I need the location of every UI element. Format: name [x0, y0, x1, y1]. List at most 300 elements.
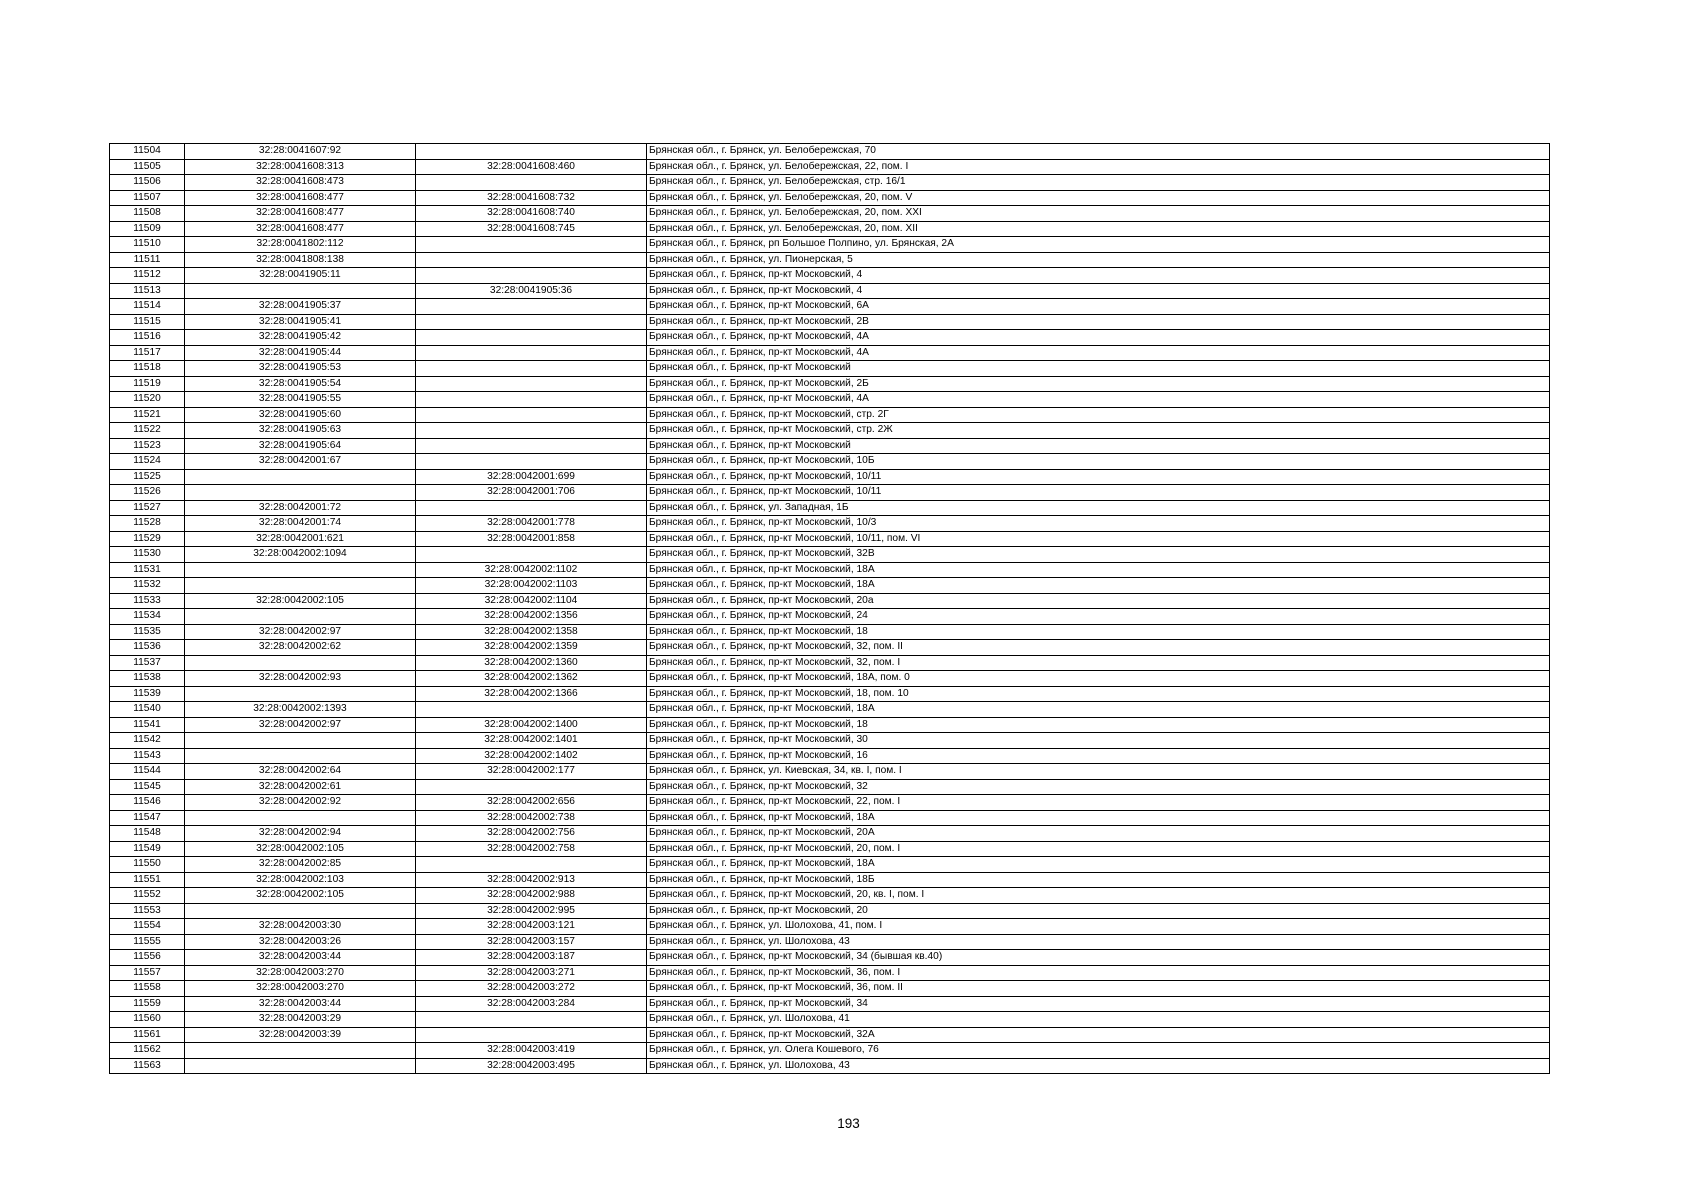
object-number-cell: [416, 237, 647, 253]
object-number-cell: [416, 1012, 647, 1028]
parcel-number-cell: 32:28:0042002:97: [185, 624, 416, 640]
table-row: [110, 531, 1550, 547]
object-number-cell: 32:28:0042002:1402: [416, 748, 647, 764]
table-row: [110, 190, 1550, 206]
table-row: [110, 981, 1550, 997]
object-number-cell: 32:28:0041608:732: [416, 190, 647, 206]
address-cell: Брянская обл., г. Брянск, пр-кт Московский, 4А: [647, 330, 1550, 346]
table-row: [110, 779, 1550, 795]
object-number-cell: 32:28:0042002:1356: [416, 609, 647, 625]
parcel-number-cell: 32:28:0041905:11: [185, 268, 416, 284]
row-number-cell: 11562: [110, 1043, 185, 1059]
address-cell: Брянская обл., г. Брянск, пр-кт Московский, 18Б: [647, 872, 1550, 888]
row-number-cell: 11534: [110, 609, 185, 625]
address-cell: Брянская обл., г. Брянск, пр-кт Московский, 4: [647, 268, 1550, 284]
row-number-cell: 11525: [110, 469, 185, 485]
address-cell: Брянская обл., г. Брянск, пр-кт Московский, 20, пом. I: [647, 841, 1550, 857]
object-number-cell: 32:28:0041608:740: [416, 206, 647, 222]
parcel-number-cell: [185, 686, 416, 702]
object-number-cell: 32:28:0042001:778: [416, 516, 647, 532]
object-number-cell: 32:28:0042003:419: [416, 1043, 647, 1059]
table-row: [110, 252, 1550, 268]
object-number-cell: [416, 407, 647, 423]
row-number-cell: 11509: [110, 221, 185, 237]
address-cell: Брянская обл., г. Брянск, ул. Белобережская, 70: [647, 144, 1550, 160]
address-cell: Брянская обл., г. Брянск, пр-кт Московский, 34: [647, 996, 1550, 1012]
table-row: [110, 516, 1550, 532]
object-number-cell: 32:28:0042003:271: [416, 965, 647, 981]
object-number-cell: 32:28:0042003:284: [416, 996, 647, 1012]
row-number-cell: 11533: [110, 593, 185, 609]
object-number-cell: 32:28:0042002:738: [416, 810, 647, 826]
address-cell: Брянская обл., г. Брянск, ул. Белобережская, 22, пом. I: [647, 159, 1550, 175]
parcel-number-cell: 32:28:0041802:112: [185, 237, 416, 253]
row-number-cell: 11522: [110, 423, 185, 439]
parcel-number-cell: 32:28:0042002:64: [185, 764, 416, 780]
parcel-number-cell: 32:28:0041608:477: [185, 206, 416, 222]
table-row: [110, 376, 1550, 392]
table-row: [110, 1058, 1550, 1074]
address-cell: Брянская обл., г. Брянск, пр-кт Московский, 34 (бывшая кв.40): [647, 950, 1550, 966]
address-cell: Брянская обл., г. Брянск, ул. Шолохова, 43: [647, 934, 1550, 950]
table-row: [110, 159, 1550, 175]
parcel-number-cell: 32:28:0041608:477: [185, 221, 416, 237]
object-number-cell: [416, 144, 647, 160]
address-cell: Брянская обл., г. Брянск, ул. Белобережская, 20, пом. XII: [647, 221, 1550, 237]
parcel-number-cell: 32:28:0042002:105: [185, 888, 416, 904]
row-number-cell: 11541: [110, 717, 185, 733]
parcel-number-cell: 32:28:0041905:63: [185, 423, 416, 439]
address-cell: Брянская обл., г. Брянск, ул. Шолохова, 41, пом. I: [647, 919, 1550, 935]
table-row: [110, 888, 1550, 904]
parcel-number-cell: 32:28:0041608:473: [185, 175, 416, 191]
table-row: [110, 454, 1550, 470]
parcel-number-cell: [185, 562, 416, 578]
parcel-number-cell: 32:28:0041905:37: [185, 299, 416, 315]
object-number-cell: 32:28:0042002:995: [416, 903, 647, 919]
parcel-number-cell: 32:28:0042003:44: [185, 950, 416, 966]
address-cell: Брянская обл., г. Брянск, пр-кт Московский, 10/3: [647, 516, 1550, 532]
object-number-cell: 32:28:0042001:706: [416, 485, 647, 501]
address-cell: Брянская обл., г. Брянск, ул. Шолохова, 43: [647, 1058, 1550, 1074]
object-number-cell: 32:28:0041905:36: [416, 283, 647, 299]
parcel-number-cell: 32:28:0042003:30: [185, 919, 416, 935]
table-row: [110, 283, 1550, 299]
table-row: [110, 872, 1550, 888]
address-cell: Брянская обл., г. Брянск, пр-кт Московский, 22, пом. I: [647, 795, 1550, 811]
object-number-cell: 32:28:0042003:187: [416, 950, 647, 966]
parcel-number-cell: 32:28:0042001:621: [185, 531, 416, 547]
object-number-cell: 32:28:0042003:495: [416, 1058, 647, 1074]
address-cell: Брянская обл., г. Брянск, пр-кт Московский, 18А: [647, 857, 1550, 873]
row-number-cell: 11517: [110, 345, 185, 361]
object-number-cell: 32:28:0041608:745: [416, 221, 647, 237]
table-row: [110, 934, 1550, 950]
object-number-cell: 32:28:0042002:1401: [416, 733, 647, 749]
table-row: [110, 438, 1550, 454]
address-cell: Брянская обл., г. Брянск, пр-кт Московский, 18А, пом. 0: [647, 671, 1550, 687]
row-number-cell: 11512: [110, 268, 185, 284]
parcel-number-cell: 32:28:0041608:313: [185, 159, 416, 175]
object-number-cell: [416, 299, 647, 315]
row-number-cell: 11551: [110, 872, 185, 888]
row-number-cell: 11537: [110, 655, 185, 671]
address-cell: Брянская обл., г. Брянск, пр-кт Московский, 18, пом. 10: [647, 686, 1550, 702]
row-number-cell: 11532: [110, 578, 185, 594]
row-number-cell: 11530: [110, 547, 185, 563]
address-cell: Брянская обл., г. Брянск, пр-кт Московский, 18А: [647, 562, 1550, 578]
table-row: [110, 919, 1550, 935]
address-cell: Брянская обл., г. Брянск, ул. Киевская, 34, кв. I, пом. I: [647, 764, 1550, 780]
address-cell: Брянская обл., г. Брянск, пр-кт Московский, 20А: [647, 826, 1550, 842]
table-row: [110, 748, 1550, 764]
table-row: [110, 965, 1550, 981]
object-number-cell: 32:28:0042002:756: [416, 826, 647, 842]
row-number-cell: 11510: [110, 237, 185, 253]
address-cell: Брянская обл., г. Брянск, пр-кт Московский, 20а: [647, 593, 1550, 609]
row-number-cell: 11504: [110, 144, 185, 160]
row-number-cell: 11539: [110, 686, 185, 702]
address-cell: Брянская обл., г. Брянск, ул. Западная, 1Б: [647, 500, 1550, 516]
table-row: [110, 1027, 1550, 1043]
address-cell: Брянская обл., г. Брянск, пр-кт Московский, 4А: [647, 392, 1550, 408]
object-number-cell: [416, 1027, 647, 1043]
table-row: [110, 764, 1550, 780]
object-number-cell: [416, 423, 647, 439]
row-number-cell: 11553: [110, 903, 185, 919]
row-number-cell: 11523: [110, 438, 185, 454]
row-number-cell: 11514: [110, 299, 185, 315]
object-number-cell: [416, 376, 647, 392]
parcel-number-cell: 32:28:0042002:105: [185, 593, 416, 609]
row-number-cell: 11527: [110, 500, 185, 516]
object-number-cell: 32:28:0042002:758: [416, 841, 647, 857]
table-row: [110, 345, 1550, 361]
row-number-cell: 11531: [110, 562, 185, 578]
row-number-cell: 11526: [110, 485, 185, 501]
object-number-cell: [416, 361, 647, 377]
row-number-cell: 11508: [110, 206, 185, 222]
table-row: [110, 547, 1550, 563]
address-cell: Брянская обл., г. Брянск, ул. Олега Кошевого, 76: [647, 1043, 1550, 1059]
row-number-cell: 11524: [110, 454, 185, 470]
object-number-cell: [416, 268, 647, 284]
table-row: [110, 144, 1550, 160]
table-row: [110, 392, 1550, 408]
parcel-number-cell: [185, 485, 416, 501]
object-number-cell: 32:28:0041608:460: [416, 159, 647, 175]
address-cell: Брянская обл., г. Брянск, пр-кт Московский, 18А: [647, 810, 1550, 826]
table-row: [110, 500, 1550, 516]
object-number-cell: 32:28:0042002:1103: [416, 578, 647, 594]
table-row: [110, 640, 1550, 656]
parcel-number-cell: 32:28:0041607:92: [185, 144, 416, 160]
table-row: [110, 175, 1550, 191]
address-cell: Брянская обл., г. Брянск, пр-кт Московский, 4: [647, 283, 1550, 299]
address-cell: Брянская обл., г. Брянск, пр-кт Московский, 6А: [647, 299, 1550, 315]
parcel-number-cell: 32:28:0042001:72: [185, 500, 416, 516]
address-cell: Брянская обл., г. Брянск, пр-кт Московский, 20, кв. I, пом. I: [647, 888, 1550, 904]
object-number-cell: 32:28:0042003:121: [416, 919, 647, 935]
address-cell: Брянская обл., г. Брянск, пр-кт Московский: [647, 361, 1550, 377]
parcel-number-cell: [185, 655, 416, 671]
address-cell: Брянская обл., г. Брянск, пр-кт Московский, стр. 2Ж: [647, 423, 1550, 439]
parcel-number-cell: 32:28:0041905:41: [185, 314, 416, 330]
table-row: [110, 469, 1550, 485]
address-cell: Брянская обл., г. Брянск, пр-кт Московский, 36, пом. II: [647, 981, 1550, 997]
row-number-cell: 11558: [110, 981, 185, 997]
row-number-cell: 11538: [110, 671, 185, 687]
address-cell: Брянская обл., г. Брянск, пр-кт Московский, 10/11: [647, 485, 1550, 501]
row-number-cell: 11519: [110, 376, 185, 392]
table-row: [110, 314, 1550, 330]
parcel-number-cell: 32:28:0042003:44: [185, 996, 416, 1012]
address-cell: Брянская обл., г. Брянск, пр-кт Московский, 30: [647, 733, 1550, 749]
row-number-cell: 11506: [110, 175, 185, 191]
table-row: [110, 562, 1550, 578]
row-number-cell: 11555: [110, 934, 185, 950]
object-number-cell: [416, 175, 647, 191]
table-row: [110, 609, 1550, 625]
table-row: [110, 299, 1550, 315]
parcel-number-cell: 32:28:0041905:53: [185, 361, 416, 377]
parcel-number-cell: 32:28:0042002:1094: [185, 547, 416, 563]
object-number-cell: 32:28:0042001:699: [416, 469, 647, 485]
object-number-cell: [416, 330, 647, 346]
object-number-cell: 32:28:0042003:272: [416, 981, 647, 997]
row-number-cell: 11560: [110, 1012, 185, 1028]
row-number-cell: 11507: [110, 190, 185, 206]
object-number-cell: 32:28:0042002:1366: [416, 686, 647, 702]
object-number-cell: [416, 857, 647, 873]
address-cell: Брянская обл., г. Брянск, пр-кт Московский, 10/11: [647, 469, 1550, 485]
parcel-number-cell: 32:28:0042002:94: [185, 826, 416, 842]
address-cell: Брянская обл., г. Брянск, рп Большое Полпино, ул. Брянская, 2А: [647, 237, 1550, 253]
parcel-number-cell: [185, 578, 416, 594]
parcel-number-cell: 32:28:0042002:1393: [185, 702, 416, 718]
object-number-cell: 32:28:0042002:1362: [416, 671, 647, 687]
object-number-cell: 32:28:0042002:988: [416, 888, 647, 904]
parcel-number-cell: 32:28:0042002:97: [185, 717, 416, 733]
object-number-cell: [416, 500, 647, 516]
row-number-cell: 11513: [110, 283, 185, 299]
table-row: [110, 655, 1550, 671]
row-number-cell: 11518: [110, 361, 185, 377]
object-number-cell: [416, 314, 647, 330]
parcel-number-cell: 32:28:0042001:74: [185, 516, 416, 532]
row-number-cell: 11505: [110, 159, 185, 175]
address-cell: Брянская обл., г. Брянск, пр-кт Московский, 18А: [647, 702, 1550, 718]
address-cell: Брянская обл., г. Брянск, пр-кт Московский, 16: [647, 748, 1550, 764]
address-cell: Брянская обл., г. Брянск, пр-кт Московский, 32В: [647, 547, 1550, 563]
address-cell: Брянская обл., г. Брянск, пр-кт Московский, стр. 2Г: [647, 407, 1550, 423]
table-row: [110, 237, 1550, 253]
row-number-cell: 11515: [110, 314, 185, 330]
parcel-number-cell: [185, 283, 416, 299]
parcel-number-cell: [185, 1043, 416, 1059]
row-number-cell: 11559: [110, 996, 185, 1012]
address-cell: Брянская обл., г. Брянск, пр-кт Московский, 32, пом. I: [647, 655, 1550, 671]
object-number-cell: 32:28:0042002:1400: [416, 717, 647, 733]
parcel-number-cell: 32:28:0042003:270: [185, 981, 416, 997]
parcel-number-cell: 32:28:0042002:85: [185, 857, 416, 873]
row-number-cell: 11516: [110, 330, 185, 346]
object-number-cell: 32:28:0042002:1102: [416, 562, 647, 578]
object-number-cell: 32:28:0042002:1360: [416, 655, 647, 671]
parcel-number-cell: 32:28:0042002:103: [185, 872, 416, 888]
object-number-cell: 32:28:0042003:157: [416, 934, 647, 950]
object-number-cell: [416, 779, 647, 795]
row-number-cell: 11545: [110, 779, 185, 795]
table-row: [110, 702, 1550, 718]
table-row: [110, 578, 1550, 594]
object-number-cell: [416, 547, 647, 563]
row-number-cell: 11557: [110, 965, 185, 981]
parcel-number-cell: [185, 903, 416, 919]
parcel-number-cell: 32:28:0042001:67: [185, 454, 416, 470]
address-cell: Брянская обл., г. Брянск, пр-кт Московский, 24: [647, 609, 1550, 625]
table-row: [110, 733, 1550, 749]
address-cell: Брянская обл., г. Брянск, ул. Пионерская, 5: [647, 252, 1550, 268]
table-row: [110, 686, 1550, 702]
row-number-cell: 11561: [110, 1027, 185, 1043]
row-number-cell: 11556: [110, 950, 185, 966]
row-number-cell: 11549: [110, 841, 185, 857]
parcel-number-cell: 32:28:0041808:138: [185, 252, 416, 268]
parcel-number-cell: 32:28:0042002:61: [185, 779, 416, 795]
table-row: [110, 330, 1550, 346]
table-row: [110, 593, 1550, 609]
table-row: [110, 206, 1550, 222]
table-row: [110, 1043, 1550, 1059]
row-number-cell: 11546: [110, 795, 185, 811]
address-cell: Брянская обл., г. Брянск, пр-кт Московский, 10Б: [647, 454, 1550, 470]
parcel-number-cell: 32:28:0041905:55: [185, 392, 416, 408]
object-number-cell: 32:28:0042002:177: [416, 764, 647, 780]
table-row: [110, 361, 1550, 377]
table-row: [110, 268, 1550, 284]
parcel-number-cell: [185, 733, 416, 749]
address-cell: Брянская обл., г. Брянск, пр-кт Московский, 32: [647, 779, 1550, 795]
address-cell: Брянская обл., г. Брянск, пр-кт Московский, 4А: [647, 345, 1550, 361]
parcel-number-cell: [185, 748, 416, 764]
parcel-number-cell: 32:28:0042002:105: [185, 841, 416, 857]
row-number-cell: 11535: [110, 624, 185, 640]
address-cell: Брянская обл., г. Брянск, пр-кт Московский, 20: [647, 903, 1550, 919]
parcel-number-cell: [185, 810, 416, 826]
address-cell: Брянская обл., г. Брянск, пр-кт Московский, 2В: [647, 314, 1550, 330]
object-number-cell: [416, 454, 647, 470]
object-number-cell: 32:28:0042002:1358: [416, 624, 647, 640]
table-row: [110, 485, 1550, 501]
row-number-cell: 11520: [110, 392, 185, 408]
table-row: [110, 996, 1550, 1012]
parcel-number-cell: [185, 469, 416, 485]
row-number-cell: 11544: [110, 764, 185, 780]
parcel-number-cell: 32:28:0041905:44: [185, 345, 416, 361]
address-cell: Брянская обл., г. Брянск, пр-кт Московский, 18: [647, 624, 1550, 640]
parcel-number-cell: 32:28:0042003:270: [185, 965, 416, 981]
table-row: [110, 717, 1550, 733]
table-row: [110, 903, 1550, 919]
table-row: [110, 950, 1550, 966]
parcel-number-cell: 32:28:0042003:29: [185, 1012, 416, 1028]
parcel-number-cell: 32:28:0042002:92: [185, 795, 416, 811]
address-cell: Брянская обл., г. Брянск, ул. Белобережская, стр. 16/1: [647, 175, 1550, 191]
object-number-cell: 32:28:0042001:858: [416, 531, 647, 547]
object-number-cell: 32:28:0042002:913: [416, 872, 647, 888]
table-row: [110, 841, 1550, 857]
table-row: [110, 423, 1550, 439]
object-number-cell: [416, 438, 647, 454]
parcel-number-cell: 32:28:0042003:39: [185, 1027, 416, 1043]
row-number-cell: 11547: [110, 810, 185, 826]
parcel-number-cell: 32:28:0041905:60: [185, 407, 416, 423]
table-row: [110, 407, 1550, 423]
row-number-cell: 11554: [110, 919, 185, 935]
address-cell: Брянская обл., г. Брянск, пр-кт Московский, 36, пом. I: [647, 965, 1550, 981]
address-cell: Брянская обл., г. Брянск, пр-кт Московский: [647, 438, 1550, 454]
address-cell: Брянская обл., г. Брянск, пр-кт Московский, 2Б: [647, 376, 1550, 392]
parcel-number-cell: 32:28:0042002:93: [185, 671, 416, 687]
table-row: [110, 221, 1550, 237]
object-number-cell: [416, 345, 647, 361]
row-number-cell: 11540: [110, 702, 185, 718]
row-number-cell: 11536: [110, 640, 185, 656]
object-number-cell: [416, 392, 647, 408]
object-number-cell: [416, 702, 647, 718]
address-cell: Брянская обл., г. Брянск, ул. Белобережская, 20, пом. V: [647, 190, 1550, 206]
page-number: 193: [837, 1116, 860, 1131]
address-cell: Брянская обл., г. Брянск, пр-кт Московский, 32А: [647, 1027, 1550, 1043]
parcel-number-cell: 32:28:0042003:26: [185, 934, 416, 950]
object-number-cell: 32:28:0042002:1359: [416, 640, 647, 656]
object-number-cell: 32:28:0042002:1104: [416, 593, 647, 609]
cadastral-table: [109, 143, 1550, 1074]
parcel-number-cell: 32:28:0041905:64: [185, 438, 416, 454]
parcel-number-cell: 32:28:0041905:54: [185, 376, 416, 392]
row-number-cell: 11552: [110, 888, 185, 904]
row-number-cell: 11542: [110, 733, 185, 749]
row-number-cell: 11528: [110, 516, 185, 532]
table-row: [110, 795, 1550, 811]
table-row: [110, 826, 1550, 842]
address-cell: Брянская обл., г. Брянск, пр-кт Московский, 32, пом. II: [647, 640, 1550, 656]
parcel-number-cell: 32:28:0041905:42: [185, 330, 416, 346]
object-number-cell: 32:28:0042002:656: [416, 795, 647, 811]
object-number-cell: [416, 252, 647, 268]
address-cell: Брянская обл., г. Брянск, пр-кт Московский, 18: [647, 717, 1550, 733]
address-cell: Брянская обл., г. Брянск, пр-кт Московский, 18А: [647, 578, 1550, 594]
parcel-number-cell: [185, 1058, 416, 1074]
parcel-number-cell: [185, 609, 416, 625]
table-row: [110, 1012, 1550, 1028]
address-cell: Брянская обл., г. Брянск, пр-кт Московский, 10/11, пом. VI: [647, 531, 1550, 547]
table-row: [110, 671, 1550, 687]
table-body: [110, 144, 1550, 1074]
parcel-number-cell: 32:28:0041608:477: [185, 190, 416, 206]
parcel-number-cell: 32:28:0042002:62: [185, 640, 416, 656]
row-number-cell: 11548: [110, 826, 185, 842]
row-number-cell: 11511: [110, 252, 185, 268]
row-number-cell: 11529: [110, 531, 185, 547]
row-number-cell: 11563: [110, 1058, 185, 1074]
table-row: [110, 810, 1550, 826]
row-number-cell: 11550: [110, 857, 185, 873]
row-number-cell: 11543: [110, 748, 185, 764]
table-row: [110, 624, 1550, 640]
address-cell: Брянская обл., г. Брянск, ул. Белобережская, 20, пом. XXI: [647, 206, 1550, 222]
